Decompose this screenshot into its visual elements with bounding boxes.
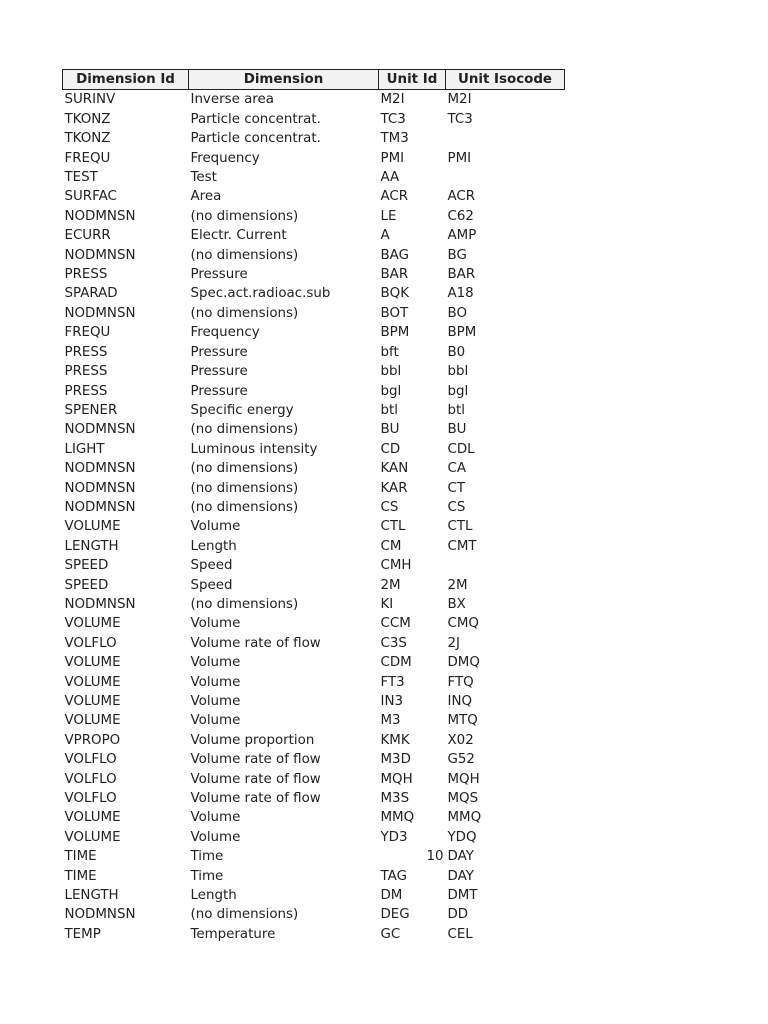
dimension-cell: Area (190, 189, 222, 205)
unit-isocode-cell: CS (447, 499, 466, 515)
dimension-id-cell: VOLUME (64, 829, 121, 845)
unit-isocode-cell: CTL (447, 519, 473, 535)
table-row (63, 808, 565, 827)
unit-isocode-cell: TC3 (447, 111, 473, 127)
unit-id-cell: KAN (380, 461, 409, 477)
unit-isocode-cell: CA (447, 461, 467, 477)
table-row (63, 304, 565, 323)
unit-isocode-cell: bgl (447, 383, 469, 399)
table-row (63, 537, 565, 556)
table-row (63, 110, 565, 129)
dimension-id-cell: FREQU (64, 325, 111, 341)
table-row (63, 847, 565, 866)
dimension-id-cell: NODMNSN (64, 907, 136, 923)
dimension-id-cell: VOLFLO (64, 791, 117, 807)
dimension-cell: Speed (190, 577, 233, 593)
unit-id-cell: btl (380, 402, 398, 418)
unit-isocode-cell: MTQ (447, 713, 478, 729)
dimension-cell: Volume rate of flow (190, 771, 321, 787)
dimension-id-cell: PRESS (64, 267, 108, 283)
unit-isocode-cell: INQ (447, 694, 473, 709)
table-row (63, 653, 565, 672)
unit-isocode-cell (446, 168, 565, 187)
unit-isocode-cell: ACR (447, 189, 476, 205)
table-row (63, 789, 565, 808)
dimension-cell: Pressure (190, 344, 248, 360)
unit-id-cell: MMQ (380, 810, 415, 826)
dimension-cell: (no dimensions) (190, 247, 299, 263)
header-dimension: Dimension (189, 70, 379, 90)
dimension-id-cell: TEMP (64, 926, 101, 942)
unit-id-cell: bft (380, 344, 399, 360)
dimension-id-cell: ECURR (64, 228, 111, 244)
unit-id-cell: TC3 (380, 111, 406, 127)
table-row (63, 168, 565, 187)
unit-id-cell: YD3 (380, 829, 408, 845)
unit-isocode-cell: M2I (447, 92, 472, 108)
unit-id-cell: BPM (380, 325, 410, 341)
dimension-cell: Volume (190, 674, 241, 690)
dimension-cell: (no dimensions) (190, 596, 299, 612)
unit-id-cell: CM (380, 538, 402, 554)
dimension-id-cell: SPEED (64, 577, 109, 593)
dimension-id-cell: PRESS (64, 344, 108, 360)
dimension-cell: Pressure (190, 364, 248, 380)
unit-id-cell: FT3 (380, 674, 405, 690)
table-row (63, 187, 565, 206)
dimension-id-cell: LIGHT (64, 441, 105, 457)
dimension-id-cell: VOLFLO (64, 635, 117, 651)
unit-isocode-cell: CMQ (447, 616, 479, 632)
unit-id-cell: M2I (380, 92, 405, 108)
dimension-cell: Volume (190, 829, 241, 845)
unit-isocode-cell: BPM (447, 325, 477, 341)
dimension-cell: Pressure (190, 383, 248, 399)
table-body (63, 90, 565, 944)
dimension-cell: Electr. Current (190, 228, 287, 244)
table-row (63, 226, 565, 245)
dimension-id-cell: VPROPO (64, 732, 121, 748)
unit-isocode-cell: BO (447, 305, 467, 321)
unit-id-cell: PMI (380, 150, 405, 166)
unit-id-cell: BAR (380, 267, 409, 283)
unit-isocode-cell (446, 129, 565, 148)
table-row (63, 517, 565, 536)
table-row (63, 828, 565, 847)
unit-isocode-cell: MQS (447, 791, 479, 807)
dimension-id-cell: VOLUME (64, 674, 121, 690)
dimension-id-cell: TIME (64, 868, 97, 884)
unit-id-cell: A (380, 228, 390, 244)
table-row (63, 420, 565, 439)
unit-isocode-cell: CMT (447, 538, 477, 554)
unit-isocode-cell: BU (447, 422, 467, 438)
dimension-cell: Pressure (190, 267, 248, 283)
dimension-cell: Volume rate of flow (190, 635, 321, 651)
table-row (63, 886, 565, 905)
units-table (62, 69, 565, 944)
unit-isocode-cell: BG (447, 247, 467, 263)
unit-isocode-cell: BAR (447, 267, 476, 283)
unit-isocode-cell: btl (447, 402, 465, 418)
dimension-cell: (no dimensions) (190, 422, 299, 438)
dimension-cell: (no dimensions) (190, 305, 299, 321)
unit-id-cell: IN3 (380, 694, 403, 709)
dimension-id-cell: PRESS (64, 364, 108, 380)
unit-id-cell: CS (380, 499, 399, 515)
header-unit-id: Unit Id (379, 70, 446, 90)
dimension-cell: Volume (190, 616, 241, 632)
unit-id-cell: TAG (380, 868, 407, 884)
unit-id-cell: M3 (380, 713, 401, 729)
header-row (63, 70, 565, 90)
dimension-id-cell: VOLUME (64, 616, 121, 632)
table-row (63, 440, 565, 459)
dimension-cell: Luminous intensity (190, 441, 318, 457)
dimension-id-cell: TKONZ (64, 111, 111, 127)
dimension-cell: Length (190, 538, 237, 554)
dimension-cell: Spec.act.radioac.sub (190, 286, 331, 302)
dimension-id-cell: NODMNSN (64, 596, 136, 612)
unit-isocode-cell: 2M (447, 577, 468, 593)
unit-isocode-cell: X02 (447, 732, 474, 748)
unit-isocode-cell: C62 (447, 208, 474, 224)
table-row (63, 246, 565, 265)
unit-id-cell: bgl (380, 383, 402, 399)
table-row (63, 265, 565, 284)
unit-isocode-cell: B0 (447, 344, 466, 360)
dimension-cell: Volume rate of flow (190, 752, 321, 768)
dimension-id-cell: SPENER (64, 402, 118, 418)
unit-isocode-cell: DAY (447, 868, 474, 884)
unit-id-cell: DEG (380, 907, 410, 923)
table-row (63, 634, 565, 653)
dimension-cell: Volume proportion (190, 732, 315, 748)
table-row (63, 867, 565, 886)
dimension-cell: Volume (190, 810, 241, 826)
unit-isocode-cell: A18 (447, 286, 474, 302)
dimension-id-cell: LENGTH (64, 888, 119, 904)
dimension-cell: (no dimensions) (190, 208, 299, 224)
table-row (63, 925, 565, 944)
dimension-id-cell: VOLUME (64, 810, 121, 826)
dimension-id-cell: NODMNSN (64, 305, 136, 321)
header-unit-isocode: Unit Isocode (446, 70, 565, 90)
dimension-cell: (no dimensions) (190, 499, 299, 515)
dimension-id-cell: VOLFLO (64, 752, 117, 768)
table-row (63, 711, 565, 730)
table-row (63, 479, 565, 498)
dimension-cell: Volume (190, 694, 241, 709)
unit-isocode-cell: YDQ (447, 829, 477, 845)
unit-id-cell: BOT (380, 305, 409, 321)
unit-isocode-cell: DMQ (447, 655, 480, 671)
dimension-id-cell: SPEED (64, 558, 109, 574)
unit-id-cell: DM (380, 888, 403, 904)
unit-id-cell: LE (380, 208, 397, 224)
dimension-cell: Test (190, 170, 217, 186)
dimension-cell: Frequency (190, 325, 260, 341)
table-header (63, 70, 565, 90)
dimension-id-cell: VOLUME (64, 519, 121, 535)
dimension-id-cell: VOLFLO (64, 771, 117, 787)
dimension-cell: Volume (190, 519, 241, 535)
table-row (63, 207, 565, 226)
table-row (63, 129, 565, 148)
dimension-cell: Specific energy (190, 402, 294, 418)
dimension-cell: Time (190, 868, 224, 884)
table-row (63, 673, 565, 692)
unit-id-cell: AA (380, 170, 400, 186)
dimension-id-cell: VOLUME (64, 694, 121, 709)
unit-isocode-cell: bbl (447, 364, 469, 380)
table-row (63, 362, 565, 381)
unit-isocode-cell: AMP (447, 228, 477, 244)
dimension-cell: Volume (190, 713, 241, 729)
table-row (63, 750, 565, 769)
table-row (63, 556, 565, 575)
unit-id-cell: BQK (380, 286, 410, 302)
table-row (63, 323, 565, 342)
dimension-cell: Particle concentrat. (190, 111, 321, 127)
unit-isocode-cell: FTQ (447, 674, 474, 690)
unit-id-cell: MQH (380, 771, 413, 787)
unit-id-cell: GC (380, 926, 401, 942)
dimension-id-cell: NODMNSN (64, 499, 136, 515)
unit-id-cell: TM3 (380, 131, 409, 147)
dimension-id-cell: NODMNSN (64, 208, 136, 224)
dimension-cell: (no dimensions) (190, 907, 299, 923)
header-dimension-id: Dimension Id (63, 70, 189, 90)
unit-id-cell: KAR (380, 480, 408, 496)
table-row (63, 614, 565, 633)
unit-id-cell: KI (380, 596, 394, 612)
unit-id-cell: 2M (380, 577, 401, 593)
table-row (63, 459, 565, 478)
dimension-cell: Frequency (190, 150, 260, 166)
table-row (63, 905, 565, 924)
dimension-cell: Volume (190, 655, 241, 671)
table-row (63, 731, 565, 750)
unit-id-cell: BU (380, 422, 400, 438)
dimension-cell: Time (190, 849, 224, 865)
dimension-id-cell: PRESS (64, 383, 108, 399)
unit-id-cell: CTL (380, 519, 406, 535)
unit-isocode-cell: PMI (447, 150, 472, 166)
dimension-id-cell: NODMNSN (64, 247, 136, 263)
dimension-id-cell: SURINV (64, 92, 116, 108)
table-row (63, 576, 565, 595)
unit-isocode-cell: DMT (447, 888, 478, 904)
dimension-cell: (no dimensions) (190, 480, 299, 496)
dimension-cell: Speed (190, 558, 233, 574)
dimension-cell: Particle concentrat. (190, 131, 321, 147)
unit-isocode-cell: 2J (447, 635, 460, 651)
table-row (63, 382, 565, 401)
unit-id-cell: BAG (380, 247, 409, 263)
dimension-cell: Volume rate of flow (190, 791, 321, 807)
dimension-id-cell: FREQU (64, 150, 111, 166)
unit-id-cell: bbl (380, 364, 402, 380)
table-row (63, 401, 565, 420)
unit-isocode-cell: BX (447, 596, 466, 612)
table-row (63, 343, 565, 362)
dimension-cell: Temperature (190, 926, 276, 942)
unit-isocode-cell: MQH (447, 771, 480, 787)
dimension-id-cell: NODMNSN (64, 461, 136, 477)
unit-id-cell: C3S (380, 635, 407, 651)
dimension-id-cell: SPARAD (64, 286, 118, 302)
table-row (63, 90, 565, 110)
dimension-id-cell: TIME (64, 849, 97, 865)
table-row (63, 595, 565, 614)
table-row (63, 284, 565, 303)
dimension-id-cell: SURFAC (64, 189, 117, 205)
unit-id-cell: CD (380, 441, 401, 457)
unit-isocode-cell: CDL (447, 441, 475, 457)
unit-id-cell: ACR (380, 189, 409, 205)
unit-id-cell: CCM (380, 616, 411, 632)
unit-isocode-cell: DD (447, 907, 469, 923)
dimension-cell: Inverse area (190, 92, 274, 108)
dimension-cell: (no dimensions) (190, 461, 299, 477)
dimension-id-cell: NODMNSN (64, 422, 136, 438)
unit-id-cell: 10 (426, 849, 444, 865)
dimension-id-cell: LENGTH (64, 538, 119, 554)
dimension-id-cell: TEST (64, 170, 98, 186)
dimension-id-cell: NODMNSN (64, 480, 136, 496)
unit-isocode-cell (446, 556, 565, 575)
unit-isocode-cell: CEL (447, 926, 473, 942)
unit-id-cell: M3S (380, 791, 410, 807)
dimension-id-cell: VOLUME (64, 713, 121, 729)
table-row (63, 692, 565, 711)
dimension-cell: Length (190, 888, 237, 904)
unit-isocode-cell: DAY (447, 849, 474, 865)
unit-isocode-cell: G52 (447, 752, 475, 768)
unit-id-cell: KMK (380, 732, 410, 748)
dimension-id-cell: TKONZ (64, 131, 111, 147)
unit-isocode-cell: CT (447, 480, 466, 496)
unit-id-cell: M3D (380, 752, 411, 768)
unit-isocode-cell: MMQ (447, 810, 482, 826)
unit-id-cell: CDM (380, 655, 412, 671)
unit-id-cell: CMH (380, 558, 412, 574)
table-row (63, 498, 565, 517)
table-row (63, 770, 565, 789)
table-row (63, 149, 565, 168)
dimension-id-cell: VOLUME (64, 655, 121, 671)
